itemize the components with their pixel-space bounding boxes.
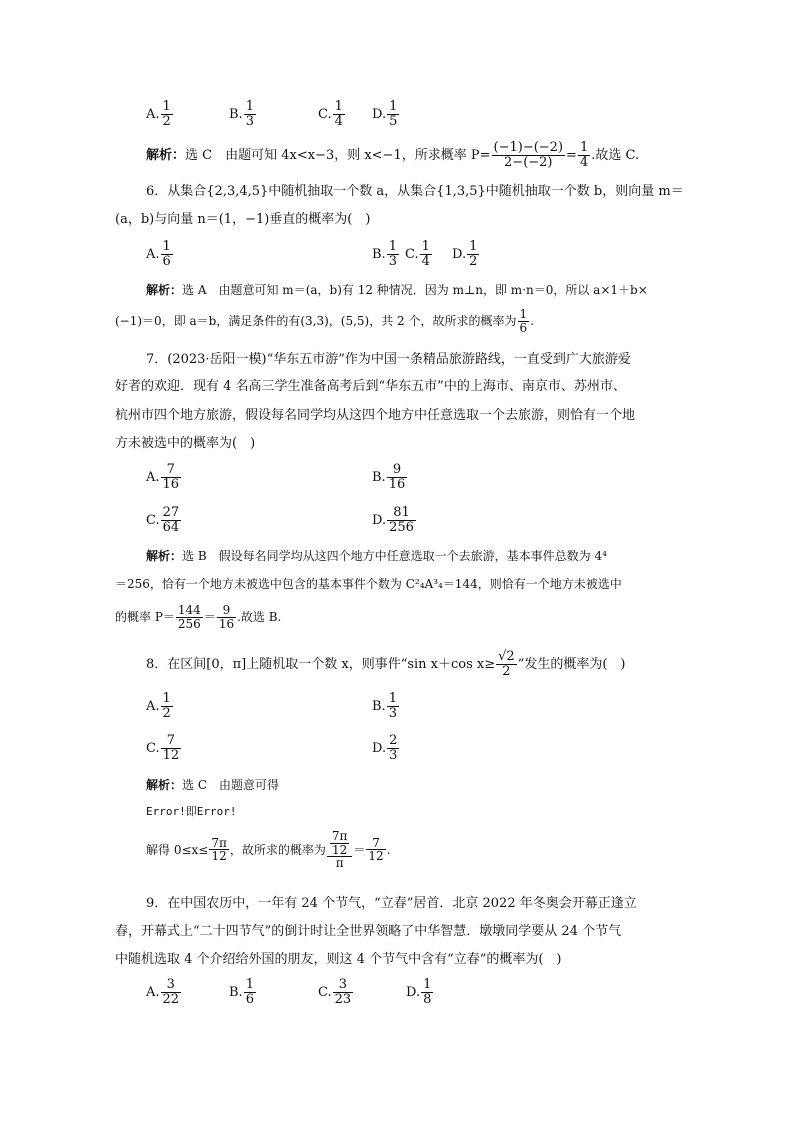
option-label: C. (318, 106, 332, 122)
q8-solution-line3 (146, 830, 391, 870)
denominator: 12 (368, 849, 384, 864)
denominator: 22 (162, 991, 180, 1007)
fraction (244, 978, 256, 1006)
fraction (333, 978, 354, 1006)
solution-text: 解得 0≤x≤ (146, 842, 209, 857)
numerator: 1 (579, 140, 589, 155)
option-label: B. (372, 698, 386, 714)
q7-option-b (372, 463, 408, 491)
solution-text: 选 A 由题意可知 m＝(a，b)有 12 种情况．因为 m⊥n，即 m·n＝0，所以 a×1＋b× (182, 283, 648, 297)
numerator: 7 (161, 734, 182, 749)
q9-stem-line1: 9．在中国农历中，一年有 24 个节气，“立春”居首．北京 2022 年冬奥会开幕正逢立 (146, 896, 637, 911)
q9-option-b (229, 978, 257, 1006)
q9-option-a (146, 978, 182, 1006)
numerator: 7π (211, 835, 227, 850)
denominator: 6 (519, 320, 528, 335)
fraction (387, 692, 399, 720)
equals: = (566, 147, 577, 163)
solution-end: .故选 B. (237, 610, 282, 625)
denominator: 6 (162, 253, 171, 269)
solution-text: 的概率 P＝ (115, 610, 175, 625)
solution-text: 选 C 由题可知 4x<x−3，则 x<−1，所求概率 P= (185, 147, 491, 163)
solution-text-mid: ，故所求的概率为 (229, 842, 326, 857)
solution-text: (−1)＝0，即 a＝b，满足条件的有(3,3)，(5,5)，共 2 个，故所求的概率为 (115, 314, 517, 329)
fraction (387, 734, 399, 762)
denominator: 64 (162, 519, 180, 535)
stem-text: 8．在区间[0，π]上随机取一个数 x，则事件“sin x＋cos x≥ (146, 656, 496, 672)
option-label: A. (146, 106, 160, 122)
option-label: C. (405, 246, 419, 262)
equals: ＝ (353, 842, 366, 857)
numerator: 1 (162, 691, 171, 706)
option-label: D. (372, 106, 387, 122)
q9-stem-line2: 春，开幕式上“二十四节气”的倒计时让全世界领略了中华智慧．墩墩同学要从 24 个节气 (115, 924, 622, 939)
option-label: A. (146, 698, 160, 714)
numerator: (−1)−(−2) (493, 140, 564, 155)
solution-end: . (386, 842, 391, 857)
numerator: 9 (387, 463, 408, 478)
equals: ＝ (203, 610, 216, 625)
numerator: 1 (162, 239, 171, 254)
denominator: 2 (162, 705, 171, 721)
numerator: 1 (389, 99, 398, 114)
q6-option-b (372, 240, 400, 268)
q7-solution-line3 (115, 604, 281, 630)
numerator: 1 (519, 307, 528, 321)
fraction (467, 240, 479, 268)
q7-option-c (146, 506, 182, 534)
denominator: 3 (388, 253, 397, 269)
q6-stem-line2: (a，b)与向量 n＝(1，−1)垂直的概率为( ) (115, 212, 371, 227)
denominator: 3 (389, 747, 398, 763)
denominator: 8 (423, 991, 432, 1007)
denominator: 4 (421, 253, 430, 269)
numerator: 1 (421, 239, 430, 254)
numerator: 7π (331, 829, 348, 843)
option-label: A. (146, 469, 160, 485)
numerator: 1 (388, 239, 397, 254)
option-label: D. (406, 984, 421, 1000)
solution-end: . (530, 314, 534, 329)
q8-option-c (146, 734, 182, 762)
fraction (421, 978, 433, 1006)
fraction (518, 308, 530, 334)
denominator: 23 (334, 991, 352, 1007)
option-label: A. (146, 984, 160, 1000)
fraction (496, 650, 517, 678)
denominator: 3 (245, 113, 254, 129)
fraction (161, 100, 173, 128)
fraction (209, 837, 229, 863)
numerator (327, 830, 353, 857)
q7-option-d (372, 506, 417, 534)
q6-solution-line1 (146, 284, 648, 296)
numerator: 3 (333, 978, 354, 993)
solution-tag: 解析： (146, 549, 183, 563)
denominator: 16 (218, 616, 235, 631)
denominator: 6 (245, 991, 254, 1007)
numerator: √2 (498, 649, 515, 664)
numerator: 1 (162, 99, 171, 114)
denominator: 12 (162, 747, 180, 763)
option-label: C. (146, 512, 160, 528)
denominator: 2 (162, 113, 171, 129)
q7-stem-line4: 方未被选中的概率为( ) (115, 436, 256, 451)
q7-solution-line2: ＝256，恰有一个地方未被选中包含的基本事件个数为 C²₄A³₄＝144，则恰有一个地方未被选中 (115, 577, 622, 591)
option-label: B. (372, 246, 386, 262)
numerator: 27 (162, 505, 180, 520)
denominator: 12 (332, 842, 348, 857)
fraction (330, 830, 350, 856)
denominator: 5 (389, 113, 398, 129)
option-label: C. (146, 740, 160, 756)
q9-stem-line3: 中随机选取 4 个介绍给外国的朋友，则这 4 个节气中含有“立春”的概率为( ) (115, 952, 562, 967)
q8-option-b (372, 692, 400, 720)
q5-option-d (372, 100, 400, 128)
fraction (420, 240, 432, 268)
solution-end: .故选 C. (591, 147, 640, 163)
option-label: D. (452, 246, 467, 262)
q6-option-c (405, 240, 433, 268)
fraction (492, 141, 566, 169)
solution-text: 选 B 假设每名同学均从这四个地方中任意选取一个去旅游，基本事件总数为 4⁴ (182, 549, 607, 563)
denominator: 2 (502, 663, 511, 679)
q6-option-d (452, 240, 480, 268)
q5-option-c (318, 100, 346, 128)
fraction (161, 463, 182, 491)
q7-option-a (146, 463, 182, 491)
option-label: D. (372, 512, 387, 528)
numerator: 1 (388, 691, 397, 706)
q8-option-a (146, 692, 174, 720)
q6-solution-line2 (115, 308, 534, 334)
denominator: 3 (388, 705, 397, 721)
q8-stem-line1 (146, 650, 626, 678)
numerator: 1 (334, 99, 343, 114)
denominator: 2−(−2) (504, 154, 553, 170)
q5-option-a (146, 100, 174, 128)
option-label: C. (318, 984, 332, 1000)
q7-stem-line1: 7．(2023·岳阳一模)“华东五市游”作为中国一条精品旅游路线，一直受到广大旅游爱 (146, 352, 631, 367)
numerator: 81 (387, 506, 416, 521)
fraction (161, 506, 182, 534)
numerator: 9 (217, 604, 236, 618)
q9-option-c (318, 978, 354, 1006)
numerator: 1 (245, 977, 254, 992)
solution-tag: 解析： (146, 778, 183, 792)
fraction (387, 240, 399, 268)
q6-option-a (146, 240, 174, 268)
q8-option-d (372, 734, 400, 762)
fraction (161, 978, 182, 1006)
q8-solution-line1 (146, 779, 279, 791)
denominator: π (335, 856, 344, 871)
numerator: 1 (245, 99, 254, 114)
q6-stem-line1: 6．从集合{2,3,4,5}中随机抽取一个数 a，从集合{1,3,5}中随机抽取一个数 b，则向量 m＝ (146, 184, 684, 199)
fraction (578, 141, 590, 169)
fraction (387, 100, 399, 128)
fraction (333, 100, 345, 128)
numerator: 1 (423, 977, 432, 992)
q7-solution-line1 (146, 550, 607, 562)
solution-tag: 解析： (146, 147, 186, 163)
fraction (387, 506, 416, 534)
denominator: 256 (389, 519, 414, 535)
numerator: 1 (469, 239, 478, 254)
numerator: 3 (161, 978, 182, 993)
denominator: 256 (177, 616, 201, 631)
fraction (161, 692, 173, 720)
q5-option-b (229, 100, 257, 128)
option-label: D. (372, 740, 387, 756)
numerator: 144 (177, 603, 201, 617)
numerator: 7 (366, 837, 385, 851)
q7-stem-line2: 好者的欢迎．现有 4 名高三学生准备高考后到“华东五市”中的上海市、南京市、苏州市、 (115, 379, 626, 394)
q8-error-line: Error!即Error! (146, 805, 237, 818)
denominator: 16 (388, 476, 406, 492)
denominator: 16 (162, 476, 180, 492)
solution-tag: 解析： (146, 283, 183, 297)
fraction (366, 837, 385, 863)
solution-text: 选 C 由题意可得 (182, 778, 280, 792)
compound-fraction (327, 830, 353, 870)
denominator: 2 (469, 253, 478, 269)
option-label: B. (229, 984, 243, 1000)
numerator: 2 (389, 733, 398, 748)
option-label: B. (229, 106, 243, 122)
denominator: 4 (334, 113, 343, 129)
fraction (387, 463, 408, 491)
numerator: 7 (161, 463, 182, 478)
fraction (161, 734, 182, 762)
option-label: A. (146, 246, 160, 262)
stem-text-end: ”发生的概率为( ) (517, 656, 626, 672)
fraction (176, 604, 203, 630)
q7-stem-line3: 杭州市四个地方旅游，假设每名同学均从这四个地方中任意选取一个去旅游，则恰有一个地 (115, 408, 636, 423)
denominator: 4 (579, 154, 589, 170)
fraction (244, 100, 256, 128)
q9-option-d (406, 978, 434, 1006)
option-label: B. (372, 469, 386, 485)
denominator: 12 (211, 849, 227, 864)
q5-solution (146, 141, 639, 169)
fraction (217, 604, 236, 630)
fraction (161, 240, 173, 268)
